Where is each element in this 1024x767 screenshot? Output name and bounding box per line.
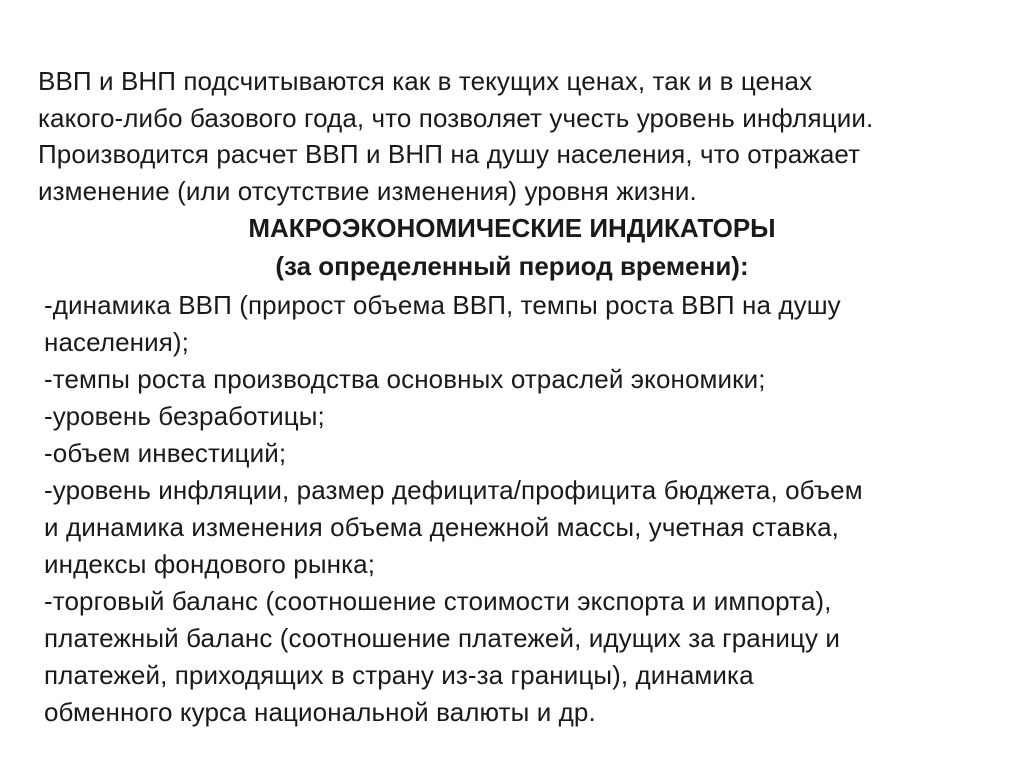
list-item: -уровень инфляции, размер дефицита/профицита бюджета, объем — [44, 475, 863, 505]
intro-paragraph — [38, 63, 998, 209]
list-item: -объем инвестиций; — [44, 438, 287, 468]
list-item: -уровень безработицы; — [44, 401, 325, 431]
intro-line: какого-либо базового года, что позволяет учесть уровень инфляции. — [38, 102, 874, 133]
list-item: платежей, приходящих в страну из-за границы), динамика — [44, 660, 754, 690]
list-item: -темпы роста производства основных отраслей экономики; — [44, 364, 766, 394]
list-item: индексы фондового рынка; — [44, 549, 376, 579]
intro-line: Производится расчет ВВП и ВНП на душу населения, что отражает — [38, 139, 861, 169]
intro-line: изменение (или отсутствие изменения) уровня жизни. — [38, 175, 697, 206]
intro-line: ВВП и ВНП подсчитываются как в текущих ценах, так и в ценах — [38, 66, 813, 96]
list-item: населения); — [44, 327, 189, 357]
list-item: -торговый баланс (соотношение стоимости экспорта и импорта), — [44, 586, 832, 616]
indicator-list — [44, 287, 994, 731]
list-item: -динамика ВВП (прирост объема ВВП, темпы роста ВВП на душу — [44, 290, 841, 320]
list-item: и динамика изменения объема денежной массы, учетная ставка, — [44, 512, 840, 542]
list-item: обменного курса национальной валюты и др. — [44, 697, 596, 727]
list-item: платежный баланс (соотношение платежей, идущих за границу и — [44, 623, 840, 653]
section-heading: МАКРОЭКОНОМИЧЕСКИЕ ИНДИКАТОРЫ — [248, 213, 776, 243]
section-subheading: (за определенный период времени): — [275, 251, 749, 281]
